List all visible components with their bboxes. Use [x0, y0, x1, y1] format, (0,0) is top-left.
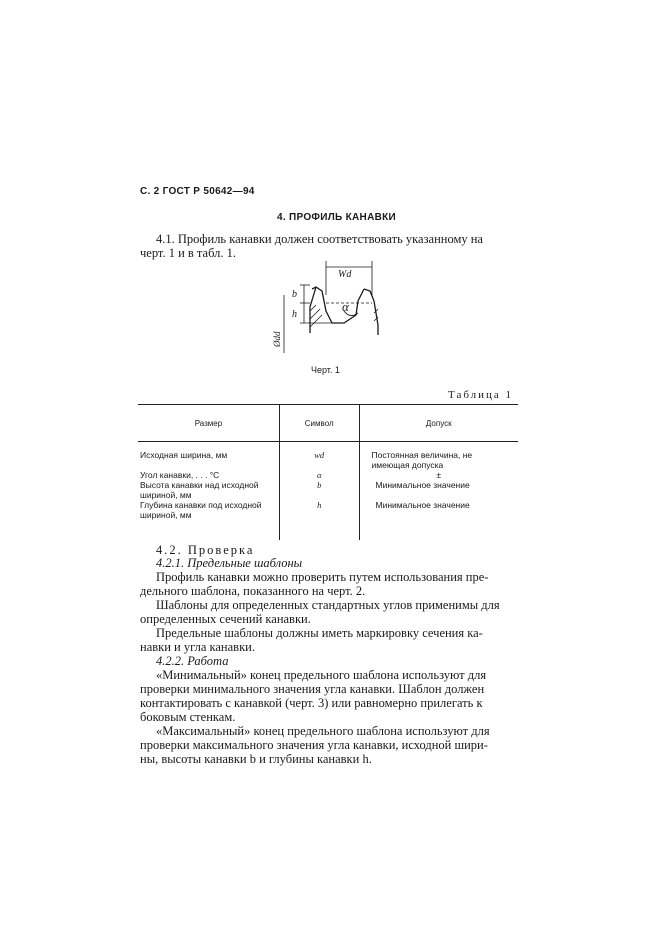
- paragraph-line: Шаблоны для определенных стандартных углов применимы для: [156, 598, 500, 612]
- subsection-4-2-2: 4.2.2. Работа: [156, 654, 229, 668]
- cell-size-line1: Высота канавки над исходной: [140, 480, 259, 490]
- paragraph-line: «Минимальный» конец предельного шаблона используют для: [156, 668, 487, 682]
- paragraph-line: ны, высоты канавки b и глубины канавки h.: [140, 752, 372, 766]
- cell-tolerance-line2: имеющая допуска: [371, 460, 444, 470]
- cell-size-line2: шириной, мм: [140, 510, 192, 520]
- label-wd: Wd: [338, 269, 352, 280]
- paragraph-line: Профиль канавки можно проверить путем использования пре-: [156, 570, 489, 584]
- table-row: [138, 450, 518, 470]
- cell-tolerance: ±: [436, 470, 442, 480]
- subsection-4-2-1: 4.2.1. Предельные шаблоны: [156, 556, 303, 570]
- cell-symbol: b: [317, 480, 322, 490]
- cell-size: Угол канавки, . . . °С: [140, 470, 220, 480]
- cell-size-line1: Глубина канавки под исходной: [140, 500, 262, 510]
- paragraph-line: проверки максимального значения угла канавки, исходной шири-: [140, 738, 488, 752]
- table-row: [138, 500, 518, 540]
- paragraph-line: дельного шаблона, показанного на черт. 2.: [140, 584, 366, 598]
- label-dd: Ødd: [272, 331, 282, 347]
- cell-tolerance: Минимальное значение: [375, 480, 470, 490]
- cell-tolerance-line1: Постоянная величина, не: [371, 450, 473, 460]
- paragraph-line: боковым стенкам.: [140, 710, 236, 724]
- paragraph-line: определенных сечений канавки.: [140, 612, 311, 626]
- cell-symbol: h: [317, 500, 322, 510]
- figure-caption: Черт. 1: [311, 365, 340, 375]
- label-b: b: [292, 289, 297, 300]
- table-row: [138, 470, 518, 480]
- label-h: h: [292, 309, 297, 320]
- page-header: С. 2 ГОСТ Р 50642—94: [140, 186, 255, 197]
- table-header-tolerance: Допуск: [359, 405, 518, 442]
- table-label: Таблица 1: [448, 389, 514, 401]
- paragraph-line: контактировать с канавкой (черт. 3) или равномерно прилегать к: [140, 696, 483, 710]
- paragraph-line: навки и угла канавки.: [140, 640, 255, 654]
- cell-symbol: α: [316, 470, 322, 480]
- section-title: 4. ПРОФИЛЬ КАНАВКИ: [277, 212, 397, 223]
- cell-size: Исходная ширина, мм: [140, 450, 228, 460]
- paragraph-line: Предельные шаблоны должны иметь маркировку сечения ка-: [156, 626, 483, 640]
- table-header-symbol: Символ: [279, 405, 359, 442]
- paragraph-4-1-line1: 4.1. Профиль канавки должен соответствовать указанному на: [156, 232, 483, 246]
- paragraph-line: проверки минимального значения угла канавки. Шаблон должен: [140, 682, 485, 696]
- groove-profile-drawing: [260, 255, 400, 355]
- table-row: [138, 480, 518, 500]
- cell-tolerance: Минимальное значение: [375, 500, 470, 510]
- paragraph-line: «Максимальный» конец предельного шаблона используют для: [156, 724, 490, 738]
- tolerance-table: [138, 404, 518, 540]
- label-alpha: α: [342, 299, 349, 314]
- paragraph-4-1-line2: черт. 1 и в табл. 1.: [140, 246, 236, 260]
- cell-symbol: wd: [314, 450, 325, 460]
- section-4-2-title: 4.2. Проверка: [156, 543, 255, 557]
- cell-size-line2: шириной, мм: [140, 490, 192, 500]
- table-header-size: Размер: [138, 405, 279, 442]
